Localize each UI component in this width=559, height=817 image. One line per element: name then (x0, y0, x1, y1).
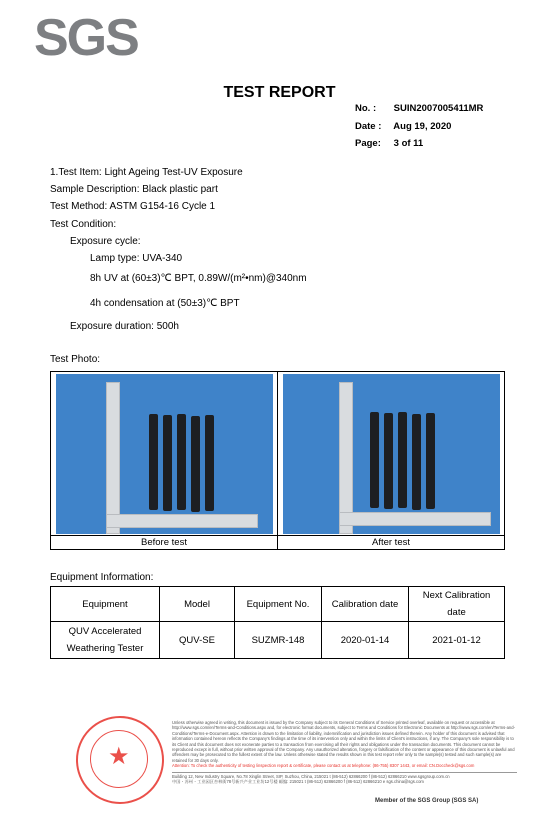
report-number-value: SUIN2007005411MR (393, 103, 484, 114)
ruler-horizontal (339, 512, 491, 526)
star-icon: ★ (108, 743, 130, 770)
sample-bar (412, 414, 421, 510)
test-photo-label: Test Photo: (50, 354, 101, 365)
footer-attention: Attention: To check the authenticity of testing /inspection report & certificate, please contact us at telephone: (86-755) 8307 1443, or email: CN.Doccheck@sgs.com (172, 763, 475, 769)
sample-bar (191, 416, 200, 512)
footer-disclaimer-block (172, 720, 517, 784)
after-test-caption: After test (278, 536, 505, 550)
equipment-header-row (51, 587, 505, 622)
sample-bar (398, 412, 407, 508)
report-date-value: Aug 19, 2020 (393, 121, 452, 132)
sample-bar (149, 414, 158, 510)
test-condition-label: Test Condition: (50, 219, 117, 230)
report-date (355, 121, 451, 132)
exposure-cycle-label: Exposure cycle: (70, 236, 141, 247)
equipment-header-cell: Calibration date (322, 587, 409, 622)
footer-address-cn: 中国・苏州・工业园区杏林街78号新兴产业工业坊12号楼 邮编: 215021 t (86-512) 62866200 f (86-512) 62866210 e sgs.china@sgs.com (172, 779, 424, 785)
before-test-caption: Before test (51, 536, 278, 550)
company-seal (76, 716, 164, 804)
condensation-cycle: 4h condensation at (50±3)℃ BPT (90, 298, 240, 309)
equipment-header-cell: Next Calibration date (409, 587, 505, 622)
sample-bar (426, 413, 435, 509)
equipment-cell: QUV-SE (160, 622, 235, 659)
sgs-logo: SGS (34, 9, 138, 67)
equipment-cell: SUZMR-148 (235, 622, 322, 659)
before-photo-cell (51, 372, 278, 536)
footer-address-en: Building 12, New Industry Square, No.78 Xinglin Street, SIP, Suzhou, China, 215021 t (86-512) 62866200 f (86-512) 62866210 www.sgsgroup.com.cn (172, 772, 517, 779)
sample-description: Sample Description: Black plastic part (50, 184, 218, 195)
exposure-duration: Exposure duration: 500h (70, 321, 179, 332)
test-method: Test Method: ASTM G154-16 Cycle 1 (50, 201, 216, 212)
sample-bar (177, 414, 186, 510)
report-page (355, 138, 423, 149)
sample-bar (163, 415, 172, 511)
report-page-label: Page: (355, 138, 381, 149)
lamp-type: Lamp type: UVA-340 (90, 253, 183, 264)
sample-bar (205, 415, 214, 511)
equipment-table (50, 586, 505, 659)
member-line: Member of the SGS Group (SGS SA) (375, 798, 479, 804)
report-page-value: 3 of 11 (393, 138, 424, 149)
equipment-header-cell: Equipment (51, 587, 160, 622)
photo-table (50, 371, 505, 550)
report-number-label: No. : (355, 103, 377, 114)
equipment-row (51, 622, 505, 659)
equipment-cell: 2021-01-12 (409, 622, 505, 659)
after-test-photo (283, 374, 500, 534)
report-number (355, 103, 483, 114)
equipment-cell: QUV Accelerated Weathering Tester (51, 622, 160, 659)
ruler-horizontal (106, 514, 258, 528)
equipment-header-cell: Equipment No. (235, 587, 322, 622)
ruler-vertical (106, 382, 120, 534)
footer-disclaimer: Unless otherwise agreed in writing, this document is issued by the Company subject to its General Conditions of Service printed overleaf, available on request or accessible at http://www.sgs.com/en/Terms-and-Conditions.aspx and, for electronic format documents, subject to Terms and Conditions for Electronic Documents at http://www.sgs.com/en/Terms-and-Conditions/Terms-e-Document.aspx. Attention is drawn to the limitation of liability, indemnification and jurisdiction issues defined therein. Any holder of this document is advised that information contained hereon reflects the Company's findings at the time of its intervention only and within the limits of Client's instructions, if any. The Company's sole responsibility is to its Client and this document does not exonerate parties to a transaction from exercising all their rights and obligations under the transaction documents. This document cannot be reproduced except in full, without prior written approval of the Company. Any unauthorized alteration, forgery or falsification of the content or appearance of this document is unlawful and offenders may be prosecuted to the fullest extent of the law. Unless otherwise stated the results shown in this test report refer only to the sample(s) tested and such sample(s) are retained for 30 days only. (172, 720, 515, 763)
equipment-cell: 2020-01-14 (322, 622, 409, 659)
before-test-photo (56, 374, 273, 534)
uv-cycle: 8h UV at (60±3)℃ BPT, 0.89W/(m²•nm)@340nm (90, 273, 307, 284)
equipment-heading: Equipment Information: (50, 572, 154, 583)
sample-bar (370, 412, 379, 508)
report-title: TEST REPORT (223, 84, 336, 101)
after-photo-cell (278, 372, 505, 536)
report-date-label: Date : (355, 121, 382, 132)
equipment-header-cell: Model (160, 587, 235, 622)
sample-bar (384, 413, 393, 509)
test-item: 1.Test Item: Light Ageing Test-UV Exposure (50, 167, 243, 178)
